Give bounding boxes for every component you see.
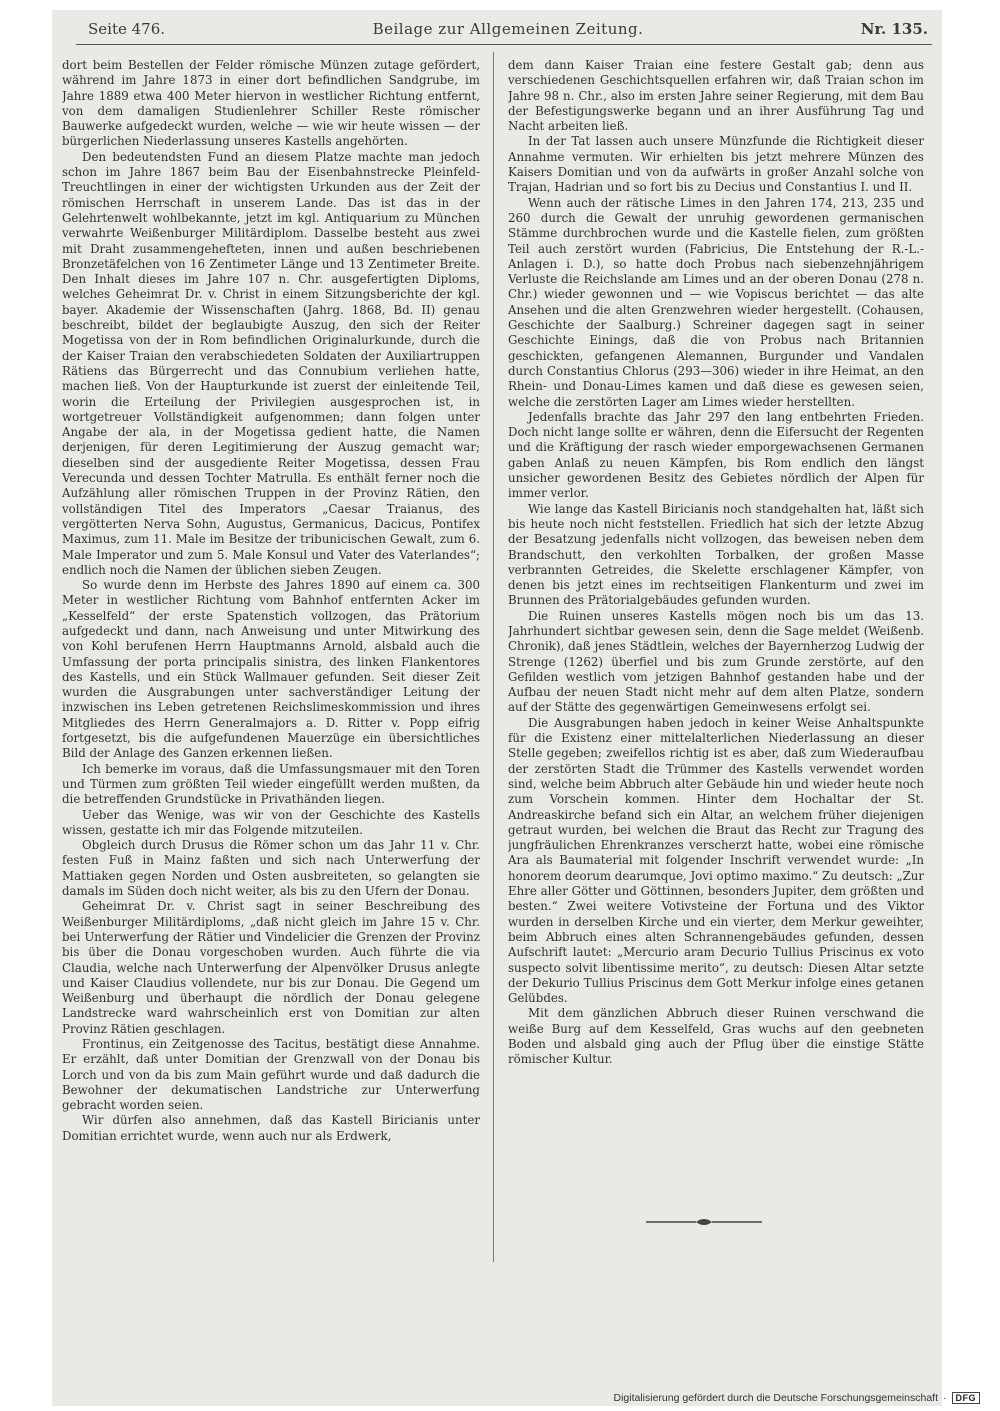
paragraph: Geheimrat Dr. v. Christ sagt in seiner Beschreibung des Weißenburger Militärdiploms, „daß nicht gleich im Jahre 15 v. Chr. bei Unterwerfung der Rätier und Vindelicier die Grenzen der Provinz bis über die Donau vorgeschoben wurden. Auch führte die via Claudia, welche nach Unterwerfung der Alpenvölker Drusus anlegte und Kaiser Claudius vollendete, nur bis zur Donau. Die Gegend um Weißenburg und überhaupt die nördlich der Donau gelegene Landstrecke ward wahrscheinlich erst von Domitian zur alten Provinz Rätien geschlagen. — [62, 899, 480, 1036]
left-column — [62, 58, 480, 1258]
paragraph: Frontinus, ein Zeitgenosse des Tacitus, bestätigt diese Annahme. Er erzählt, daß unter Domitian der Grenzwall von der Donau bis Lorch und von da bis zum Main geführt wurde und daß dadurch die Bewohner der dekumatischen Landstriche zur Unterwerfung gebracht worden seien. — [62, 1037, 480, 1113]
paragraph: Ich bemerke im voraus, daß die Umfassungsmauer mit den Toren und Türmen zum größten Teil wieder eingefüllt werden mußten, da die betreffenden Grundstücke in Privathänden liegen. — [62, 761, 480, 807]
paragraph: Wie lange das Kastell Biricianis noch standgehalten hat, läßt sich bis heute noch nicht feststellen. Friedlich hat sich der letzte Abzug der Besatzung jedenfalls nicht vollzogen, das beweisen neben dem Brandschutt, den verkohlten Torbalken, der großen Masse verbrannten Getreides, die Skelette erschlagener Kämpfer, von denen bis jetzt eines im rechtseitigen Flankenturm und zwei im Brunnen des Prätorialgebäudes gefunden wurden. — [508, 501, 924, 608]
paragraph: Die Ausgrabungen haben jedoch in keiner Weise Anhaltspunkte für die Existenz einer mittelalterlichen Niederlassung an dieser Stelle gegeben; zweifellos richtig ist es aber, daß zum Wiederaufbau der zerstörten Stadt die Trümmer des Kastells verwendet worden sind, welche beim Abbruch alter Gebäude hin und wieder heute noch zum Vorschein kommen. Hinter dem Hochaltar der St. Andreaskirche befand sich ein Altar, an welchem früher diejenigen getraut wurden, bei welchen die Braut das Recht zur Tragung des jungfräulichen Ehrenkranzes verscherzt hatte, wobei eine römische Ara als Baumaterial mit folgender Inschrift verwendet wurde: „In honorem deorum dearumque, Jovi optimo maximo.“ Zu deutsch: „Zur Ehre aller Götter und Göttinnen, besonders Jupiter, dem größten und besten.“ Zwei weitere Votivsteine der Fortuna und des Viktor wurden in derselben Kirche und ein vierter, dem Merkur geweihter, beim Abbruch eines alten Schrannengebäudes gefunden, dessen Aufschrift lautet: „Mercurio aram Decurio Tullius Priscinus ex voto suspecto solvit libentissime merito“, zu deutsch: Diesen Altar setzte der Dekurio Tullius Priscinus dem Gott Merkur infolge eines getanen Gelübdes. — [508, 715, 924, 1006]
paragraph: Wenn auch der rätische Limes in den Jahren 174, 213, 235 und 260 durch die Gewalt der unruhig gewordenen germanischen Stämme durchbrochen wurde und die Kastelle fielen, zum größten Teil auch zerstört wurden (Fabricius, Die Entstehung der R.-L.-Anlagen i. D.), so hatte doch Probus nach siebenzehnjährigem Verluste die Reichslande am Limes und an der oberen Donau (278 n. Chr.) wieder gewonnen und — wie Vopiscus berichtet — das alte Ansehen und die alten Grenzwehren wieder hergestellt. (Cohausen, Geschichte der Saalburg.) Schreiner dagegen sagt in seiner Geschichte Einings, daß die von Probus nach Britannien geschickten, gefangenen Alemannen, Burgunder und Vandalen durch Constantius Chlorus (293—306) wieder in ihre Heimat, an den Rhein- und Donau-Limes kamen und daß diese es gewesen seien, welche die zerstörten Lager am Limes wieder herstellten. — [508, 195, 924, 409]
paragraph: Den bedeutendsten Fund an diesem Platze machte man jedoch schon im Jahre 1867 beim Bau der Eisenbahnstrecke Pleinfeld-Treuchtlingen in einer der wichtigsten Urkunden aus der Zeit der römischen Herrschaft in unserem Lande. Das ist das in der Gelehrtenwelt wohlbekannte, jetzt im kgl. Antiquarium zu München verwahrte Weißenburger Militärdiplom. Dasselbe besteht aus zwei mit Draht zusammengehefteten, innen und außen beschriebenen Bronzetäfelchen von 16 Zentimeter Länge und 13 Zentimeter Breite. Den Inhalt dieses im Jahre 107 n. Chr. ausgefertigten Diploms, welches Geheimrat Dr. v. Christ in einem Sitzungsberichte der kgl. bayer. Akademie der Wissenschaften (Jahrg. 1868, Bd. II) genau beschreibt, bildet der beglaubigte Auszug, den sich der Reiter Mogetissa von der in Rom befindlichen Originalurkunde, durch die der Kaiser Traian den verabschiedeten Soldaten der Auxiliartruppen Rätiens das Bürgerrecht und das Connubium verliehen hatte, machen ließ. Von der Haupturkunde ist zuerst der einleitende Teil, worin die Erteilung der Privilegien ausgesprochen ist, in wortgetreuer Vollständigkeit aufgenommen; dann folgen unter Angabe der ala, in der Mogetissa gedient hatte, die Namen derjenigen, für deren Legitimierung der Auszug gemacht war; dieselben sind der ausgediente Reiter Mogetissa, dessen Frau Verecunda und dessen Tochter Matrulla. Es enthält ferner noch die Aufzählung aller römischen Truppen in der Provinz Rätien, den vollständigen Titel des Imperators „Caesar Traianus, des vergötterten Nerva Sohn, Augustus, Germanicus, Dacicus, Pontifex Maximus, zum 11. Male im Besitze der tribunicischen Gewalt, zum 6. Male Imperator und zum 5. Male Konsul und Vater des Vaterlandes“; endlich noch die Namen der üblichen sieben Zeugen. — [62, 149, 480, 577]
paragraph: Obgleich durch Drusus die Römer schon um das Jahr 11 v. Chr. festen Fuß in Mainz faßten und sich nach Unterwerfung der Mattiaken gegen Norden und Osten ausbreiteten, so gelangten sie damals im Süden doch nicht weiter, als bis zu den Ufern der Donau. — [62, 838, 480, 899]
paragraph: So wurde denn im Herbste des Jahres 1890 auf einem ca. 300 Meter in westlicher Richtung vom Bahnhof entfernten Acker im „Kesselfeld“ der erste Spatenstich vollzogen, das Prätorium aufgedeckt und dann, nach Anweisung und unter Mitwirkung des von Kohl berufenen Herrn Hauptmanns Arnold, alsbald auch die Umfassung der porta principalis sinistra, des linken Flankentores des Kastells, und ein Stück Wallmauer gefunden. Seit dieser Zeit wurden die Ausgrabungen unter sachverständiger Leitung der inzwischen ins Leben getretenen Reichslimeskommission und ihres Mitgliedes des Herrn Generalmajors a. D. Ritter v. Popp eifrig fortgesetzt, bis die aufgefundenen Mauerzüge ein übersichtliches Bild der Anlage des Ganzen erkennen ließen. — [62, 578, 480, 761]
page-header — [88, 16, 928, 46]
page-number: Seite 476. — [88, 20, 166, 38]
paragraph: dem dann Kaiser Traian eine festere Gestalt gab; denn aus verschiedenen Geschichtsquellen erfahren wir, daß Traian schon im Jahre 98 n. Chr., also im ersten Jahre seiner Regierung, mit dem Bau der Befestigungswerke begann und an ihrer Ausführung Tag und Nacht arbeiten ließ. — [508, 58, 924, 134]
paragraph: Wir dürfen also annehmen, daß das Kastell Biricianis unter Domitian errichtet wurde, wenn auch nur als Erdwerk, — [62, 1113, 480, 1143]
right-column — [508, 58, 924, 1178]
paragraph: Die Ruinen unseres Kastells mögen noch bis um das 13. Jahrhundert sichtbar gewesen sein, denn die Sage meldet (Weißenb. Chronik), daß jenes Städtlein, welches der Bayernherzog Ludwig der Strenge (1262) überfiel und bis zum Grunde zerstörte, auf den Gefilden westlich vom jetzigen Bahnhof gestanden habe und der Aufbau der neuen Stadt nicht mehr auf dem alten Platze, sondern auf der Stätte des gegenwärtigen Gemeinwesens erfolgt sei. — [508, 608, 924, 715]
paragraph: Jedenfalls brachte das Jahr 297 den lang entbehrten Frieden. Doch nicht lange sollte er währen, denn die Eifersucht der Regenten und die Kräftigung der rasch wieder emporgewachsenen Germanen gaben Anlaß zu neuen Kämpfen, bis Rom endlich den längst unsicher gewordenen Besitz des Gebietes nördlich der Alpen für immer verlor. — [508, 409, 924, 501]
paragraph: In der Tat lassen auch unsere Münzfunde die Richtigkeit dieser Annahme vermuten. Wir erhielten bis jetzt mehrere Münzen des Kaisers Domitian und von da aufwärts in großer Anzahl solche von Trajan, Hadrian und so fort bis zu Decius und Constantius I. und II. — [508, 134, 924, 195]
digitization-credit: Digitalisierung gefördert durch die Deutsche Forschungsgemeinschaft — [613, 1392, 938, 1404]
paragraph: dort beim Bestellen der Felder römische Münzen zutage gefördert, während im Jahre 1873 in einer dort befindlichen Sandgrube, im Jahre 1889 etwa 400 Meter hiervon in westlicher Richtung entfernt, von dem damaligen Studienlehrer Schiller Reste römischer Bauwerke aufgedeckt wurden, welche — wie wir heute wissen — der bürgerlichen Niederlassung unseres Kastells angehörten. — [62, 58, 480, 149]
header-rule — [76, 44, 932, 45]
ornamental-rule — [644, 1214, 764, 1230]
publication-title: Beilage zur Allgemeinen Zeitung. — [372, 20, 644, 38]
footer-credit: Digitalisierung gefördert durch die Deutsche Forschungsgemeinschaft · DFG — [613, 1392, 980, 1404]
issue-number: Nr. 135. — [860, 20, 928, 38]
paragraph: Mit dem gänzlichen Abbruch dieser Ruinen verschwand die weiße Burg auf dem Kesselfeld, Gras wuchs auf den geebneten Boden und alsbald ging auch der Pflug über die einstige Stätte römischer Kultur. — [508, 1006, 924, 1067]
dfg-logo: DFG — [952, 1392, 981, 1404]
paragraph: Ueber das Wenige, was wir von der Geschichte des Kastells wissen, gestatte ich mir das Folgende mitzuteilen. — [62, 807, 480, 837]
column-divider — [493, 52, 494, 1262]
